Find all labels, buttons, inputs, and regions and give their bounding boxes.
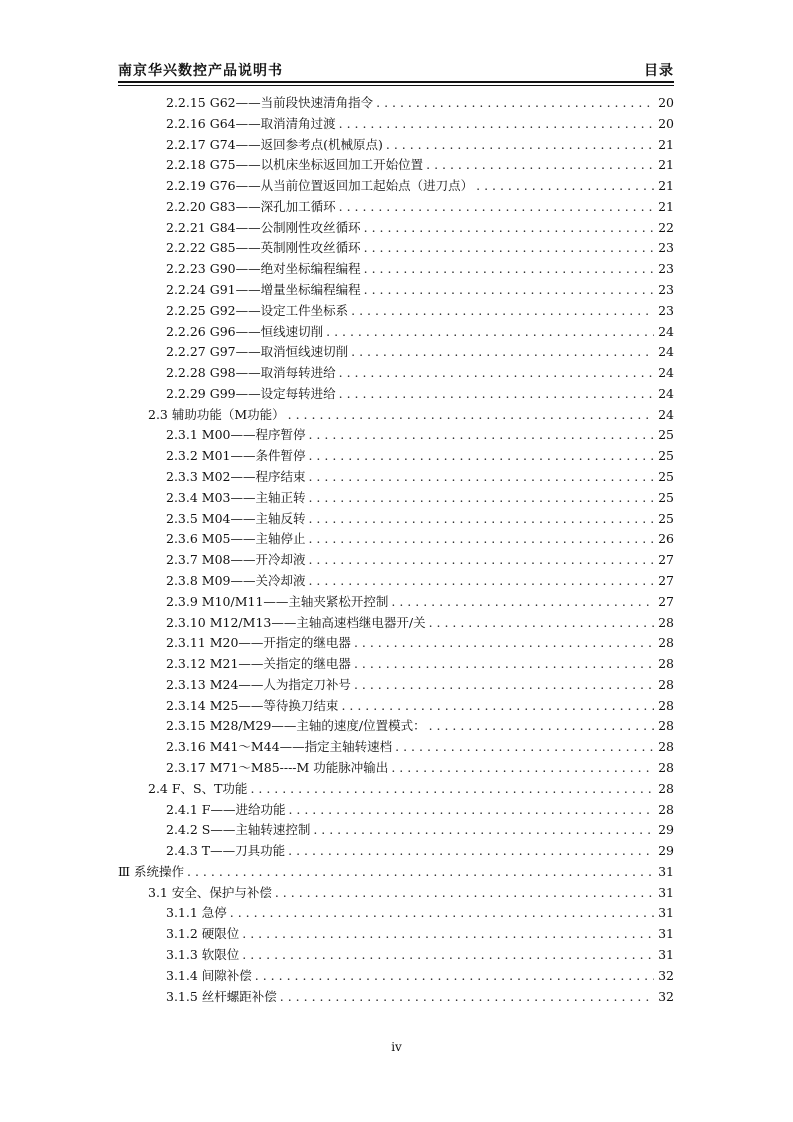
toc-entry-title: 2.2.19 G76——从当前位置返回加工起始点（进刀点）	[166, 178, 474, 194]
toc-entry[interactable]	[166, 93, 674, 113]
toc-entry-page: 25	[658, 448, 674, 464]
toc-dot-leader	[275, 883, 654, 903]
toc-dot-leader	[364, 238, 654, 258]
toc-entry[interactable]	[166, 259, 674, 279]
toc-entry[interactable]	[166, 903, 674, 923]
toc-entry[interactable]	[166, 987, 674, 1007]
toc-entry-title: 2.3.2 M01——条件暂停	[166, 448, 306, 464]
toc-entry-page: 24	[658, 323, 674, 339]
toc-entry-page: 27	[658, 593, 674, 609]
toc-entry-page: 28	[658, 718, 674, 734]
toc-entry-title: 2.3.10 M12/M13——主轴高速档继电器开/关	[166, 614, 426, 630]
toc-entry-title: 2.3.8 M09——关冷却液	[166, 572, 306, 588]
toc-entry[interactable]	[166, 363, 674, 383]
toc-entry-title: 3.1.5 丝杆螺距补偿	[166, 988, 277, 1004]
toc-entry-page: 28	[658, 614, 674, 630]
toc-entry-title: 2.3.13 M24——人为指定刀补号	[166, 676, 351, 692]
toc-dot-leader	[250, 779, 654, 799]
toc-entry-title: 2.3.1 M00——程序暂停	[166, 427, 306, 443]
toc-entry[interactable]	[166, 800, 674, 820]
toc-entry[interactable]	[166, 301, 674, 321]
toc-entry-page: 23	[658, 302, 674, 318]
toc-dot-leader	[354, 675, 654, 695]
toc-dot-leader	[354, 633, 654, 653]
toc-entry[interactable]	[166, 571, 674, 591]
toc-entry[interactable]	[166, 945, 674, 965]
toc-entry-title: 2.3.4 M03——主轴正转	[166, 489, 306, 505]
toc-entry[interactable]	[118, 862, 674, 882]
toc-entry-page: 25	[658, 510, 674, 526]
toc-entry[interactable]	[166, 737, 674, 757]
toc-dot-leader	[242, 945, 654, 965]
toc-entry[interactable]	[166, 716, 674, 736]
toc-entry[interactable]	[166, 696, 674, 716]
toc-entry-title: Ⅲ 系统操作	[118, 863, 185, 879]
toc-entry-page: 24	[658, 344, 674, 360]
header-rule-thin	[118, 85, 674, 86]
toc-entry[interactable]	[166, 342, 674, 362]
toc-dot-leader	[339, 114, 654, 134]
toc-dot-leader	[288, 800, 654, 820]
toc-entry-page: 23	[658, 261, 674, 277]
toc-entry-title: 2.2.26 G96——恒线速切削	[166, 323, 324, 339]
toc-entry-page: 21	[658, 178, 674, 194]
toc-dot-leader	[308, 509, 654, 529]
toc-entry-page: 31	[658, 884, 674, 900]
toc-entry-page: 21	[658, 198, 674, 214]
toc-dot-leader	[308, 467, 654, 487]
toc-entry-title: 2.2.15 G62——当前段快速清角指令	[166, 95, 374, 110]
toc-dot-leader	[341, 696, 654, 716]
toc-entry[interactable]	[166, 135, 674, 155]
toc-entry[interactable]	[166, 924, 674, 944]
toc-entry-title: 2.2.24 G91——增量坐标编程编程	[166, 282, 361, 298]
toc-entry[interactable]	[166, 509, 674, 529]
page-number: iv	[391, 1040, 402, 1054]
toc-entry-page: 29	[658, 822, 674, 838]
toc-entry-page: 32	[658, 988, 674, 1004]
toc-entry-page: 23	[658, 282, 674, 298]
toc-entry-title: 2.2.27 G97——取消恒线速切削	[166, 344, 349, 360]
toc-entry[interactable]	[166, 592, 674, 612]
toc-entry-title: 3.1 安全、保护与补偿	[148, 884, 272, 900]
toc-entry-page: 28	[658, 780, 674, 796]
toc-entry-title: 2.2.21 G84——公制刚性攻丝循环	[166, 219, 361, 235]
toc-dot-leader	[354, 654, 654, 674]
toc-entry-title: 2.3.12 M21——关指定的继电器	[166, 656, 351, 672]
toc-dot-leader	[339, 363, 654, 383]
toc-entry[interactable]	[166, 467, 674, 487]
toc-entry-page: 23	[658, 240, 674, 256]
toc-entry-page: 20	[658, 95, 674, 110]
toc-entry-title: 2.2.22 G85——英制刚性攻丝循环	[166, 240, 361, 256]
section-title: 目录	[644, 63, 674, 79]
toc-dot-leader	[364, 218, 654, 238]
toc-entry[interactable]	[166, 550, 674, 570]
toc-entry-title: 2.4.1 F——进给功能	[166, 801, 286, 817]
toc-dot-leader	[230, 903, 654, 923]
toc-entry[interactable]	[166, 446, 674, 466]
toc-entry[interactable]	[148, 779, 674, 799]
toc-entry[interactable]	[166, 384, 674, 404]
toc-entry-page: 28	[658, 656, 674, 672]
toc-entry-title: 2.4.2 S——主轴转速控制	[166, 822, 311, 838]
toc-entry-title: 2.2.17 G74——返回参考点(机械原点)	[166, 136, 383, 152]
toc-dot-leader	[308, 550, 654, 570]
toc-entry-title: 2.3.7 M08——开冷却液	[166, 552, 306, 568]
toc-dot-leader	[242, 924, 654, 944]
toc-entry-title: 3.1.2 硬限位	[166, 926, 240, 942]
toc-entry-page: 27	[658, 572, 674, 588]
toc-entry-page: 26	[658, 531, 674, 547]
toc-entry-title: 2.4 F、S、T功能	[148, 780, 248, 796]
toc-entry-title: 2.3.6 M05——主轴停止	[166, 531, 306, 547]
toc-dot-leader	[364, 259, 654, 279]
toc-dot-leader	[187, 862, 654, 882]
toc-dot-leader	[386, 135, 654, 155]
toc-entry[interactable]	[166, 633, 674, 653]
toc-entry-page: 28	[658, 635, 674, 651]
toc-entry-page: 28	[658, 801, 674, 817]
toc-entry-title: 2.2.25 G92——设定工件坐标系	[166, 302, 349, 318]
toc-entry-title: 2.2.20 G83——深孔加工循环	[166, 198, 336, 214]
toc-dot-leader	[364, 280, 654, 300]
toc-entry-title: 2.3.16 M41～M44——指定主轴转速档	[166, 739, 393, 755]
toc-entry-title: 3.1.3 软限位	[166, 946, 240, 962]
toc-dot-leader	[429, 716, 655, 736]
toc-entry[interactable]	[166, 425, 674, 445]
toc-entry[interactable]	[166, 488, 674, 508]
toc-entry[interactable]	[166, 155, 674, 175]
toc-dot-leader	[391, 592, 654, 612]
toc-dot-leader	[351, 301, 654, 321]
toc-entry[interactable]	[166, 280, 674, 300]
toc-entry-page: 28	[658, 697, 674, 713]
page-header	[118, 58, 674, 80]
toc-entry-page: 25	[658, 469, 674, 485]
toc-dot-leader	[288, 841, 654, 861]
toc-dot-leader	[326, 322, 654, 342]
toc-entry-page: 20	[658, 115, 674, 131]
header-rule-thick	[118, 81, 674, 83]
toc-entry-page: 25	[658, 427, 674, 443]
toc-entry-page: 22	[658, 219, 674, 235]
toc-entry[interactable]	[166, 613, 674, 633]
toc-entry-page: 31	[658, 905, 674, 921]
document-title: 南京华兴数控产品说明书	[118, 63, 283, 79]
toc-entry-page: 21	[658, 136, 674, 152]
toc-entry-page: 32	[658, 967, 674, 983]
toc-entry[interactable]	[166, 966, 674, 986]
toc-dot-leader	[308, 529, 654, 549]
toc-dot-leader	[395, 737, 654, 757]
toc-entry[interactable]	[166, 176, 674, 196]
toc-entry[interactable]	[166, 322, 674, 342]
toc-entry[interactable]	[148, 405, 674, 425]
toc-dot-leader	[391, 758, 654, 778]
toc-entry-page: 28	[658, 759, 674, 775]
toc-dot-leader	[429, 613, 655, 633]
toc-entry[interactable]	[166, 675, 674, 695]
toc-entry[interactable]	[166, 197, 674, 217]
toc-entry-title: 3.1.1 急停	[166, 905, 227, 921]
toc-entry-title: 2.4.3 T——刀具功能	[166, 843, 286, 859]
toc-dot-leader	[308, 571, 654, 591]
toc-entry-title: 2.3.5 M04——主轴反转	[166, 510, 306, 526]
toc-dot-leader	[308, 425, 654, 445]
toc-entry-title: 2.3.11 M20——开指定的继电器	[166, 635, 351, 651]
toc-entry[interactable]	[166, 218, 674, 238]
toc-entry-title: 2.3 辅助功能（M功能）	[148, 406, 285, 422]
toc-dot-leader	[476, 176, 654, 196]
toc-entry-title: 2.3.17 M71～M85----M 功能脉冲输出	[166, 759, 389, 775]
toc-entry-page: 28	[658, 739, 674, 755]
toc-entry[interactable]	[166, 841, 674, 861]
toc-entry[interactable]	[148, 883, 674, 903]
toc-entry-title: 3.1.4 间隙补偿	[166, 967, 252, 983]
toc-entry[interactable]	[166, 820, 674, 840]
toc-dot-leader	[308, 446, 654, 466]
toc-entry-page: 25	[658, 489, 674, 505]
toc-entry-title: 2.2.29 G99——设定每转进给	[166, 385, 336, 401]
toc-entry-page: 29	[658, 843, 674, 859]
toc-entry-page: 31	[658, 863, 674, 879]
toc-entry-page: 24	[658, 406, 674, 422]
toc-dot-leader	[351, 342, 654, 362]
toc-dot-leader	[288, 405, 654, 425]
toc-entry[interactable]	[166, 758, 674, 778]
toc-dot-leader	[313, 820, 654, 840]
toc-entry-title: 2.2.28 G98——取消每转进给	[166, 365, 336, 381]
toc-entry-page: 21	[658, 157, 674, 173]
toc-entry-page: 31	[658, 946, 674, 962]
toc-entry-title: 2.2.16 G64——取消清角过渡	[166, 115, 336, 131]
toc-entry-title: 2.3.14 M25——等待换刀结束	[166, 697, 339, 713]
toc-dot-leader	[339, 197, 654, 217]
toc-dot-leader	[426, 155, 654, 175]
toc-entry-title: 2.2.18 G75——以机床坐标返回加工开始位置	[166, 157, 424, 173]
toc-entry[interactable]	[166, 114, 674, 134]
toc-dot-leader	[339, 384, 654, 404]
toc-entry-title: 2.3.15 M28/M29——主轴的速度/位置模式：	[166, 718, 426, 734]
toc-entry[interactable]	[166, 654, 674, 674]
toc-entry-page: 28	[658, 676, 674, 692]
toc-entry-title: 2.3.9 M10/M11——主轴夹紧松开控制	[166, 593, 389, 609]
toc-entry-page: 31	[658, 926, 674, 942]
toc-entry-title: 2.2.23 G90——绝对坐标编程编程	[166, 261, 361, 277]
toc-dot-leader	[308, 488, 654, 508]
toc-dot-leader	[280, 987, 654, 1007]
toc-dot-leader	[376, 93, 654, 113]
toc-entry-page: 24	[658, 385, 674, 401]
toc-entry-title: 2.3.3 M02——程序结束	[166, 469, 306, 485]
toc-entry[interactable]	[166, 529, 674, 549]
toc-entry-page: 27	[658, 552, 674, 568]
toc-entry[interactable]	[166, 238, 674, 258]
toc-dot-leader	[255, 966, 654, 986]
toc-entry-page: 24	[658, 365, 674, 381]
